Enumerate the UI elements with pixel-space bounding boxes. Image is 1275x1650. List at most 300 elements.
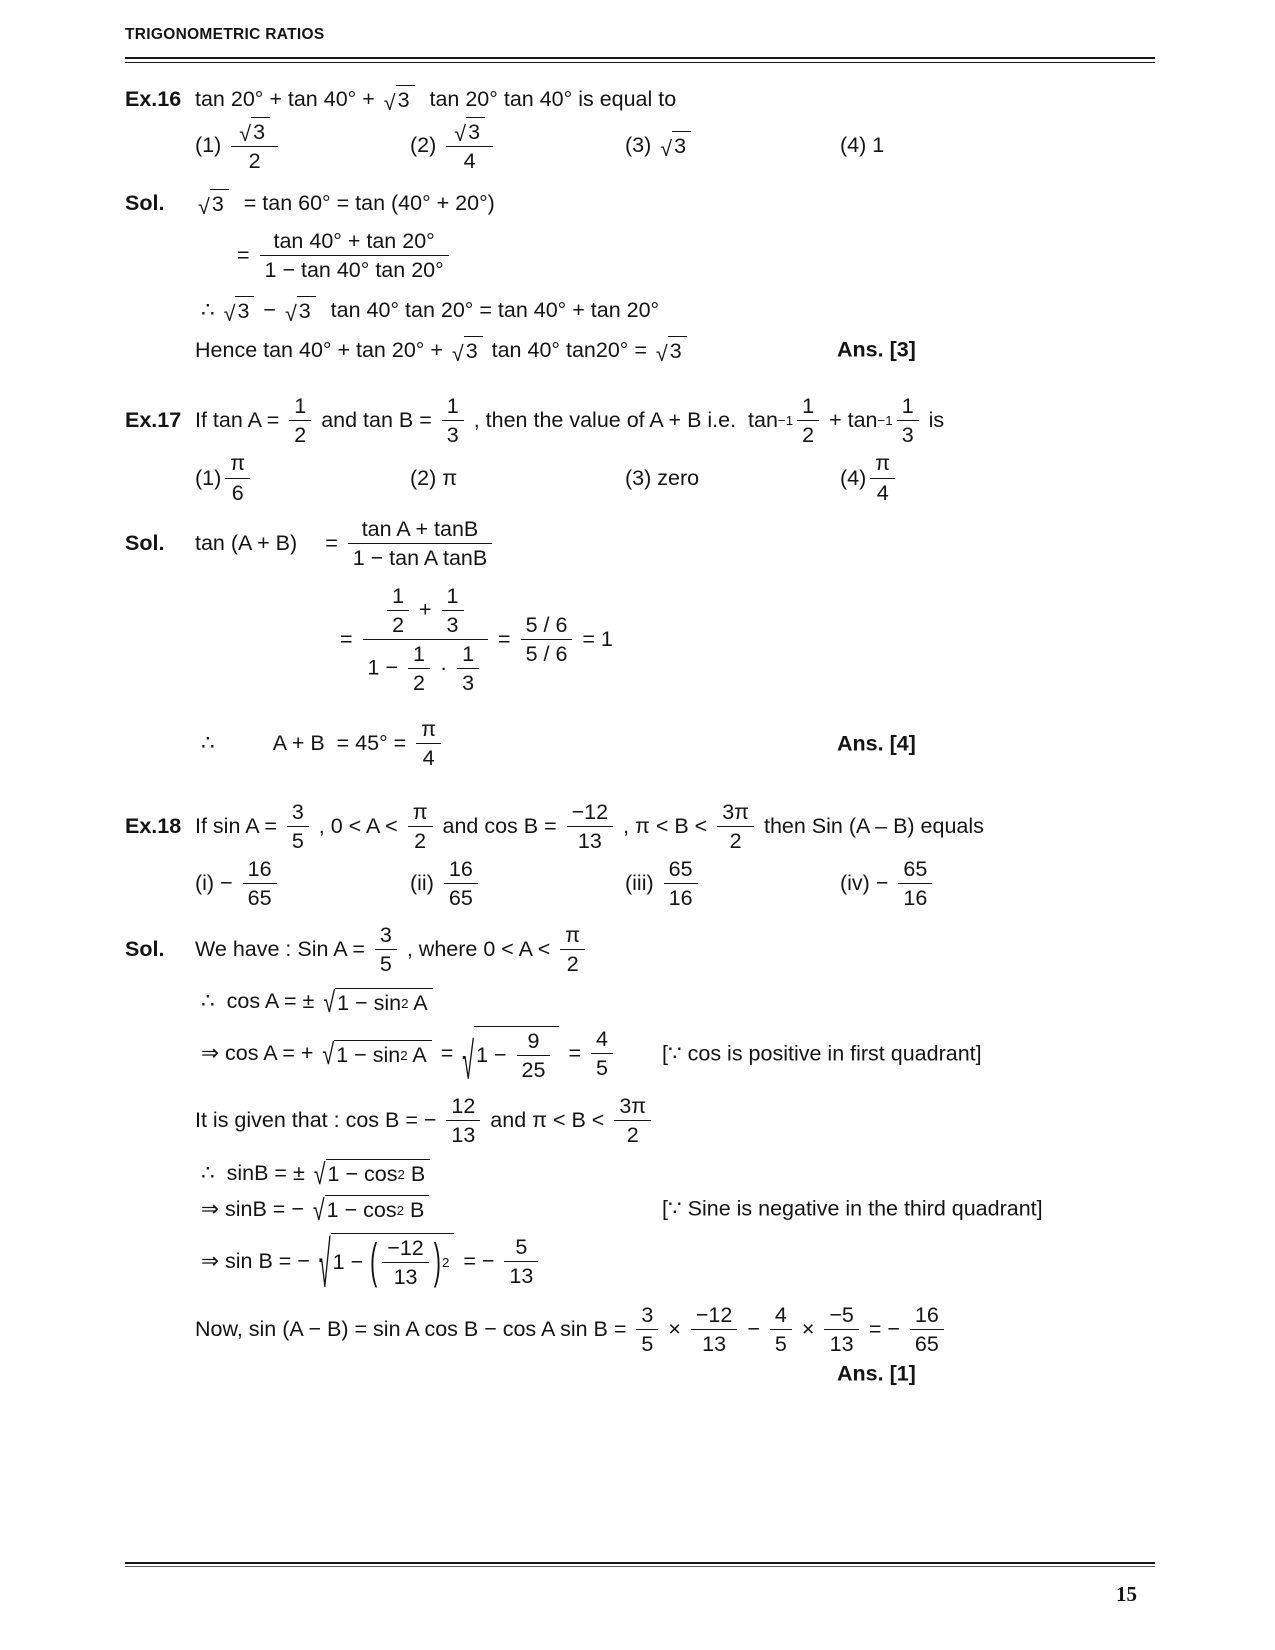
question-formula (195, 800, 984, 853)
numerator: 5 (504, 1235, 538, 1262)
denominator: 2 (729, 829, 742, 854)
solution-line (125, 1360, 1155, 1388)
formula-text: B (404, 1198, 425, 1223)
radical-sign-icon: √ (239, 121, 252, 146)
denominator: 13 (451, 1122, 476, 1147)
sqrt-radical (318, 1229, 455, 1302)
numerator: tan 40° + tan 20° (260, 229, 449, 256)
fraction (444, 857, 478, 910)
formula-text: ⇒ cos A = + (201, 1041, 320, 1066)
answer-label: Ans. [1] (837, 1361, 916, 1386)
option (840, 133, 1055, 158)
option (195, 857, 410, 910)
solution-formula (201, 1229, 542, 1302)
superscript: 2 (396, 1203, 404, 1219)
formula-text: tan 40° tan20° = (485, 337, 653, 362)
formula-text: 1 − sin (336, 1042, 401, 1067)
formula-text: 1 − cos (326, 1198, 397, 1223)
formula-text: 4 (463, 149, 476, 174)
numerator: π (560, 923, 585, 950)
radical-sign-icon: √ (454, 121, 467, 146)
fraction (289, 394, 311, 447)
option (625, 131, 840, 159)
option-label: (3) (625, 465, 658, 490)
denominator: 4 (422, 746, 435, 771)
denominator: 4 (876, 480, 889, 505)
sqrt-radical (384, 85, 415, 113)
fraction (225, 451, 250, 504)
fraction (517, 1029, 551, 1082)
solution-formula (195, 1303, 948, 1356)
denominator: 5 (291, 829, 304, 854)
numerator: 16 (243, 857, 277, 884)
problem-label: Ex.18 (125, 814, 182, 839)
formula-text: , then the value of A + B i.e. tan (467, 408, 778, 433)
formula-text: − (875, 871, 895, 896)
denominator: 65 (247, 886, 272, 911)
sqrt-radical (239, 117, 270, 144)
radical-sign-icon: √ (655, 341, 668, 366)
formula-text: · (433, 655, 454, 680)
formula-text: = (340, 626, 359, 651)
fraction (870, 451, 895, 504)
solution-formula (195, 189, 495, 217)
denominator: 5 (641, 1332, 654, 1357)
option-value (866, 451, 899, 504)
solution-formula (237, 229, 453, 282)
fraction (770, 1303, 792, 1356)
denominator: 5 (595, 1056, 608, 1081)
sqrt-radical (285, 296, 316, 324)
solution-line (125, 1158, 1155, 1191)
numerator: 4 (591, 1027, 613, 1054)
radical-sign-icon: √ (313, 1158, 326, 1191)
numerator: 1 (457, 642, 479, 669)
option-value (872, 133, 884, 158)
denominator: 2 (294, 423, 307, 448)
fraction (287, 800, 309, 853)
option (840, 451, 1055, 504)
denominator: 2 (802, 423, 815, 448)
denominator: 65 (914, 1332, 939, 1357)
question-row (125, 800, 1155, 853)
option-value (876, 857, 936, 910)
denominator: 1 − tan 40° tan 20° (264, 258, 444, 283)
denominator: 3 (446, 423, 459, 448)
formula-text: − (220, 871, 239, 896)
formula-text: It is given that : cos B = − (195, 1107, 443, 1132)
problem-label: Ex.16 (125, 86, 182, 111)
radicand: 3 (466, 117, 485, 144)
option-value (657, 466, 699, 491)
option-label: (1) (195, 132, 228, 157)
formula-text: = − (457, 1248, 501, 1273)
solution-formula (195, 1094, 655, 1147)
formula-text: ∴ sinB = ± (201, 1160, 311, 1185)
solution-line (125, 717, 1155, 770)
sqrt-radical (322, 1038, 431, 1072)
superscript: 2 (397, 1167, 405, 1183)
formula-text: , where 0 < A < (400, 936, 557, 961)
radicand: 3 (464, 336, 483, 364)
radicand (326, 1159, 431, 1187)
page-number: 15 (1116, 1582, 1137, 1606)
denominator: 6 (231, 480, 244, 505)
formula-text: = (492, 626, 517, 651)
radicand (474, 1026, 559, 1082)
fraction (636, 1303, 658, 1356)
denominator: 16 (903, 886, 928, 911)
question-row (125, 394, 1155, 447)
option-label: (2) (410, 132, 443, 157)
numerator: 1 (408, 642, 430, 669)
formula-text: + (413, 597, 438, 622)
fraction (408, 642, 430, 695)
formula-text: 2 (248, 149, 261, 174)
option-label: (iv) (840, 871, 876, 896)
denominator: 2 (414, 829, 427, 854)
option (195, 117, 410, 173)
numerator: 1 (897, 394, 919, 421)
radicand: 3 (297, 296, 316, 324)
fraction (457, 642, 479, 695)
formula-text: then Sin (A – B) equals (758, 814, 984, 839)
options (195, 451, 1055, 504)
footer-rule (125, 1562, 1155, 1567)
formula-text: 1 − (367, 655, 404, 680)
numerator: π (408, 800, 433, 827)
formula-text: = − (862, 1317, 906, 1342)
numerator: π (225, 451, 250, 478)
option-value (442, 117, 497, 173)
numerator: 3 (287, 800, 309, 827)
formula-text: = (434, 1041, 460, 1066)
formula-text: = tan 60° = tan (40° + 20°) (231, 190, 495, 215)
radical-sign-icon: √ (322, 1038, 335, 1072)
solution-line (125, 296, 1155, 324)
solution-line (125, 1194, 1155, 1227)
radical-sign-icon: √ (198, 194, 210, 219)
denominator: 2 (626, 1122, 639, 1147)
formula-text: ⇒ sin B = − (201, 1248, 316, 1273)
option (625, 857, 840, 910)
option-label: (3) (625, 132, 658, 157)
formula-text: , π < B < (617, 814, 714, 839)
denominator: 2 (566, 951, 579, 976)
numerator: 9 (517, 1029, 551, 1056)
formula-text: and cos B = (436, 814, 563, 839)
solution-formula (195, 517, 496, 570)
superscript: 2 (441, 1255, 450, 1271)
radical-sign-icon: √ (383, 90, 396, 115)
denominator: 5 / 6 (525, 641, 568, 666)
fraction (664, 857, 698, 910)
numerator (446, 117, 493, 147)
numerator: 16 (444, 857, 478, 884)
fraction (408, 800, 433, 853)
formula-text: ∴ cos A = ± (201, 989, 321, 1014)
radicand: 3 (668, 336, 687, 364)
fraction (910, 1303, 944, 1356)
radical-sign-icon: √ (451, 341, 464, 366)
options (195, 117, 1055, 173)
fraction (824, 1303, 859, 1356)
solution-line (125, 584, 1155, 695)
option (195, 451, 410, 504)
formula-text: − (741, 1317, 766, 1342)
radicand (334, 1040, 432, 1068)
header-rule (125, 57, 1155, 63)
page-title: TRIGONOMETRIC RATIOS (125, 26, 325, 43)
radicand: 3 (672, 131, 691, 159)
numerator: 5 / 6 (521, 613, 573, 640)
formula-text: π (442, 465, 458, 490)
formula-text: 1 − sin (337, 990, 402, 1015)
fraction (691, 1303, 737, 1356)
solution-formula (201, 986, 436, 1020)
denominator: 5 (379, 951, 392, 976)
option (840, 857, 1055, 910)
fraction (898, 857, 932, 910)
solution-formula (340, 584, 613, 695)
radical-sign-icon: √ (284, 301, 297, 326)
denominator: 1 − tan A tanB (352, 545, 488, 570)
numerator: 1 (442, 394, 464, 421)
fraction (442, 394, 464, 447)
sqrt-radical (454, 117, 485, 144)
numerator: 3 (636, 1303, 658, 1330)
superscript: −1 (777, 413, 794, 429)
numerator: 3π (717, 800, 754, 827)
denominator: 65 (448, 886, 473, 911)
fraction (446, 117, 493, 173)
formula-text: 1 (872, 132, 885, 157)
formula-text: A (408, 990, 428, 1015)
solution-line (125, 1094, 1155, 1147)
options-row (125, 117, 1155, 173)
content (125, 85, 1155, 1388)
solution-line (125, 1303, 1155, 1356)
formula-text: = (562, 1041, 587, 1066)
fraction (382, 1236, 428, 1289)
numerator: 4 (770, 1303, 792, 1330)
solution-label: Sol. (125, 530, 165, 555)
denominator (231, 147, 278, 173)
option-label: (1) (195, 465, 222, 490)
numerator: 1 (387, 584, 409, 611)
fraction (243, 857, 277, 910)
sqrt-radical (323, 986, 432, 1020)
radical-sign-icon: √ (312, 1194, 325, 1227)
fraction (260, 229, 449, 282)
denominator: 13 (829, 1332, 854, 1357)
fraction (567, 800, 613, 853)
options-row (125, 857, 1155, 910)
formula-text: 1 − cos (327, 1162, 398, 1187)
option (410, 857, 625, 910)
sqrt-radical (224, 296, 255, 324)
fraction (363, 584, 489, 695)
formula-text: Now, sin (A − B) = sin A cos B − cos A sin B = (195, 1317, 633, 1342)
fraction (231, 117, 278, 173)
fraction (591, 1027, 613, 1080)
solution-line (125, 986, 1155, 1020)
formula-text: B (404, 1162, 426, 1187)
radical-sign-icon: √ (318, 1229, 331, 1302)
sqrt-radical (656, 336, 687, 364)
formula-text: We have : Sin A = (195, 936, 371, 961)
denominator: 16 (668, 886, 693, 911)
numerator: −12 (382, 1236, 428, 1263)
solution-label: Sol. (125, 936, 165, 961)
fraction (442, 584, 464, 637)
numerator: 12 (446, 1094, 480, 1121)
solution-line (125, 1229, 1155, 1302)
denominator: 3 (446, 612, 459, 637)
option-value (221, 451, 254, 504)
solution-formula (201, 1026, 617, 1091)
formula-text: A + B = 45° = (272, 731, 413, 756)
denominator: 3 (462, 671, 475, 696)
formula-text: If tan A = (195, 408, 286, 433)
option-label: (4) (840, 465, 867, 490)
formula-text: − (257, 297, 282, 322)
solution-note: [∵ cos is positive in first quadrant] (662, 1041, 982, 1066)
numerator: 3π (614, 1094, 651, 1121)
fraction (521, 613, 573, 666)
option-value (660, 857, 702, 910)
fraction (797, 394, 819, 447)
formula-text: ∴ (201, 731, 215, 756)
solution-line (125, 229, 1155, 282)
numerator: −12 (691, 1303, 737, 1330)
numerator: π (416, 717, 441, 744)
formula-text: × (795, 1317, 821, 1342)
superscript: 2 (400, 1047, 408, 1063)
superscript: 2 (401, 995, 409, 1011)
option-value (227, 117, 282, 173)
problem-label: Ex.17 (125, 408, 182, 433)
formula-text: × (662, 1317, 687, 1342)
option-value (442, 466, 457, 491)
solution-formula (201, 1194, 432, 1227)
formula-text: 1 − (332, 1250, 370, 1275)
sqrt-radical (312, 1194, 429, 1227)
answer-label: Ans. [3] (837, 337, 916, 362)
formula-text: is (922, 408, 945, 433)
solution-line (125, 923, 1155, 976)
radicand: 3 (210, 189, 229, 217)
radical-sign-icon: √ (462, 1033, 475, 1091)
solution-formula (195, 336, 690, 364)
numerator: 1 (797, 394, 819, 421)
fraction (348, 517, 493, 570)
denominator (363, 640, 489, 695)
radical-sign-icon: √ (223, 301, 236, 326)
fraction (387, 584, 409, 637)
solution-line (125, 336, 1155, 364)
option (410, 117, 625, 173)
formula-text: = (325, 530, 344, 555)
left-paren: ( (370, 1233, 378, 1290)
solution-formula (201, 296, 659, 324)
denominator: 13 (393, 1265, 418, 1290)
formula-text: and tan B = (315, 408, 438, 433)
formula-text: Hence tan 40° + tan 20° + (195, 337, 449, 362)
radical-sign-icon: √ (323, 986, 336, 1020)
options (195, 857, 1055, 910)
formula-text: If sin A = (195, 814, 283, 839)
fraction (717, 800, 754, 853)
solution-line (125, 1026, 1155, 1091)
option (410, 466, 625, 491)
sqrt-radical (198, 189, 229, 217)
numerator (231, 117, 278, 147)
numerator: 65 (664, 857, 698, 884)
fraction (614, 1094, 651, 1147)
radical-sign-icon: √ (660, 136, 673, 161)
solution-note: [∵ Sine is negative in the third quadrant] (662, 1196, 1043, 1221)
solution-formula (201, 1158, 433, 1191)
numerator: −5 (824, 1303, 859, 1330)
radicand: 3 (396, 85, 415, 113)
formula-text: zero (657, 465, 700, 490)
option (625, 466, 840, 491)
formula-text: + tan (823, 408, 878, 433)
fraction (504, 1235, 538, 1288)
solution-label: Sol. (125, 190, 165, 215)
sqrt-radical (462, 1026, 559, 1091)
formula-text: = (237, 243, 256, 268)
radicand (331, 1233, 455, 1289)
numerator: −12 (567, 800, 613, 827)
solution-formula (201, 717, 445, 770)
formula-text: and π < B < (484, 1107, 611, 1132)
fraction (416, 717, 441, 770)
denominator: 2 (413, 671, 425, 696)
question-formula (195, 394, 944, 447)
formula-text: tan 20° tan 40° is equal to (417, 86, 677, 111)
formula-text: tan 40° tan 20° = tan 40° + tan 20° (318, 297, 660, 322)
numerator: 1 (442, 584, 464, 611)
fraction (897, 394, 919, 447)
sqrt-radical (313, 1158, 430, 1191)
option-label: (iii) (625, 871, 660, 896)
formula-text: , 0 < A < (312, 814, 404, 839)
denominator: 13 (702, 1332, 727, 1357)
superscript: −1 (877, 413, 893, 429)
numerator: π (870, 451, 895, 478)
formula-text: tan (A + B) (195, 530, 298, 555)
question-row (125, 85, 1155, 113)
radicand (325, 1195, 430, 1223)
formula-text: = 1 (576, 626, 613, 651)
denominator: 5 (774, 1332, 787, 1357)
denominator: 13 (577, 829, 602, 854)
fraction (375, 923, 397, 976)
solution-line (125, 517, 1155, 570)
solution-formula (195, 923, 589, 976)
numerator: tan A + tanB (348, 517, 493, 544)
sqrt-radical (452, 336, 483, 364)
option-label: (4) (840, 132, 873, 157)
formula-text: tan 20° + tan 40° + (195, 86, 381, 111)
formula-text: ∴ (201, 297, 221, 322)
solution-line (125, 189, 1155, 217)
denominator: 2 (392, 612, 405, 637)
radicand (335, 988, 433, 1016)
options-row (125, 451, 1155, 504)
